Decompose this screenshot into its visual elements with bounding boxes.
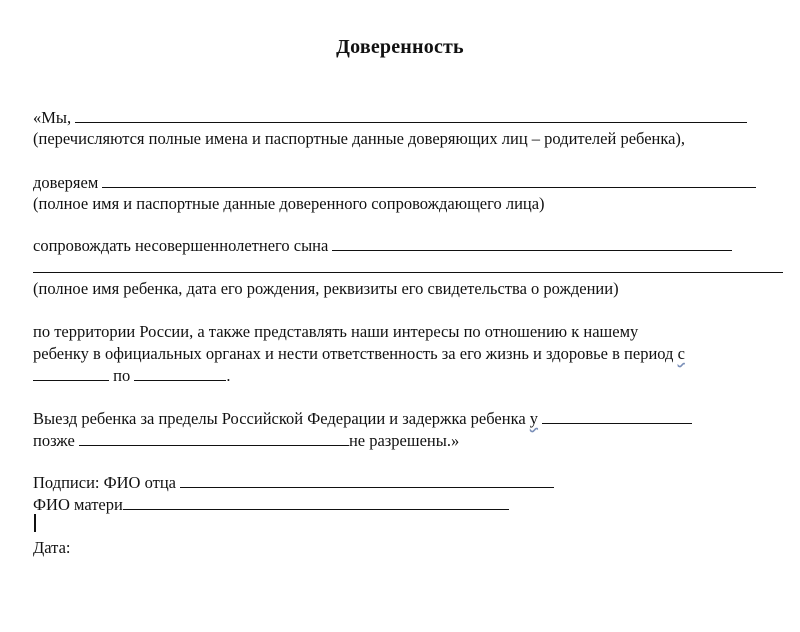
father-signature-line: [33, 473, 554, 493]
text-cursor: [34, 514, 36, 532]
parents-line: [33, 108, 747, 128]
period-from-label: с: [677, 344, 685, 363]
document-title: Доверенность: [336, 36, 464, 58]
child-blank[interactable]: [332, 236, 732, 251]
period-to-label: по: [113, 366, 131, 385]
father-signature-blank[interactable]: [180, 473, 554, 488]
trustee-blank[interactable]: [102, 173, 756, 188]
exit-line-1: [33, 409, 692, 429]
exit-later-label: позже: [33, 431, 75, 450]
period-line: [33, 366, 230, 386]
child-blank-continued[interactable]: [33, 272, 783, 273]
territory-line-2: [33, 344, 685, 364]
exit-person-blank[interactable]: [542, 409, 692, 424]
trustee-line: [33, 173, 756, 193]
exit-text: Выезд ребенка за пределы Российской Федерации и задержка ребенка: [33, 409, 530, 428]
trustee-note: (полное имя и паспортные данные доверенного сопровождающего лица): [33, 194, 545, 213]
parents-blank[interactable]: [75, 108, 747, 123]
exit-later-blank[interactable]: [79, 431, 349, 446]
exit-line-2: [33, 431, 459, 451]
parents-note: (перечисляются полные имена и паспортные данные доверяющих лиц – родителей ребенка),: [33, 129, 686, 148]
exit-not-allowed: не разрешены.»: [348, 431, 460, 450]
child-prefix: сопровождать несовершеннолетнего сына: [33, 236, 329, 255]
period-from-blank[interactable]: [33, 366, 109, 381]
child-note: (полное имя ребенка, дата его рождения, реквизиты его свидетельства о рождении): [33, 279, 619, 298]
parents-prefix: «Мы,: [33, 108, 72, 127]
period-end: .: [226, 366, 231, 385]
mother-signature-line: [33, 495, 509, 515]
period-to-blank[interactable]: [134, 366, 226, 381]
exit-u: у: [529, 409, 539, 428]
father-signature-label: Подписи: ФИО отца: [33, 473, 176, 492]
territory-line-2-text: ребенку в официальных органах и нести ответственность за его жизнь и здоровье в период: [33, 344, 678, 363]
child-line: [33, 236, 732, 256]
mother-signature-label: ФИО матери: [33, 495, 123, 514]
date-label: Дата:: [33, 538, 71, 557]
trustee-prefix: доверяем: [33, 173, 99, 192]
mother-signature-blank[interactable]: [123, 495, 509, 510]
territory-line-1: по территории России, а также представлять наши интересы по отношению к нашему: [33, 322, 639, 341]
